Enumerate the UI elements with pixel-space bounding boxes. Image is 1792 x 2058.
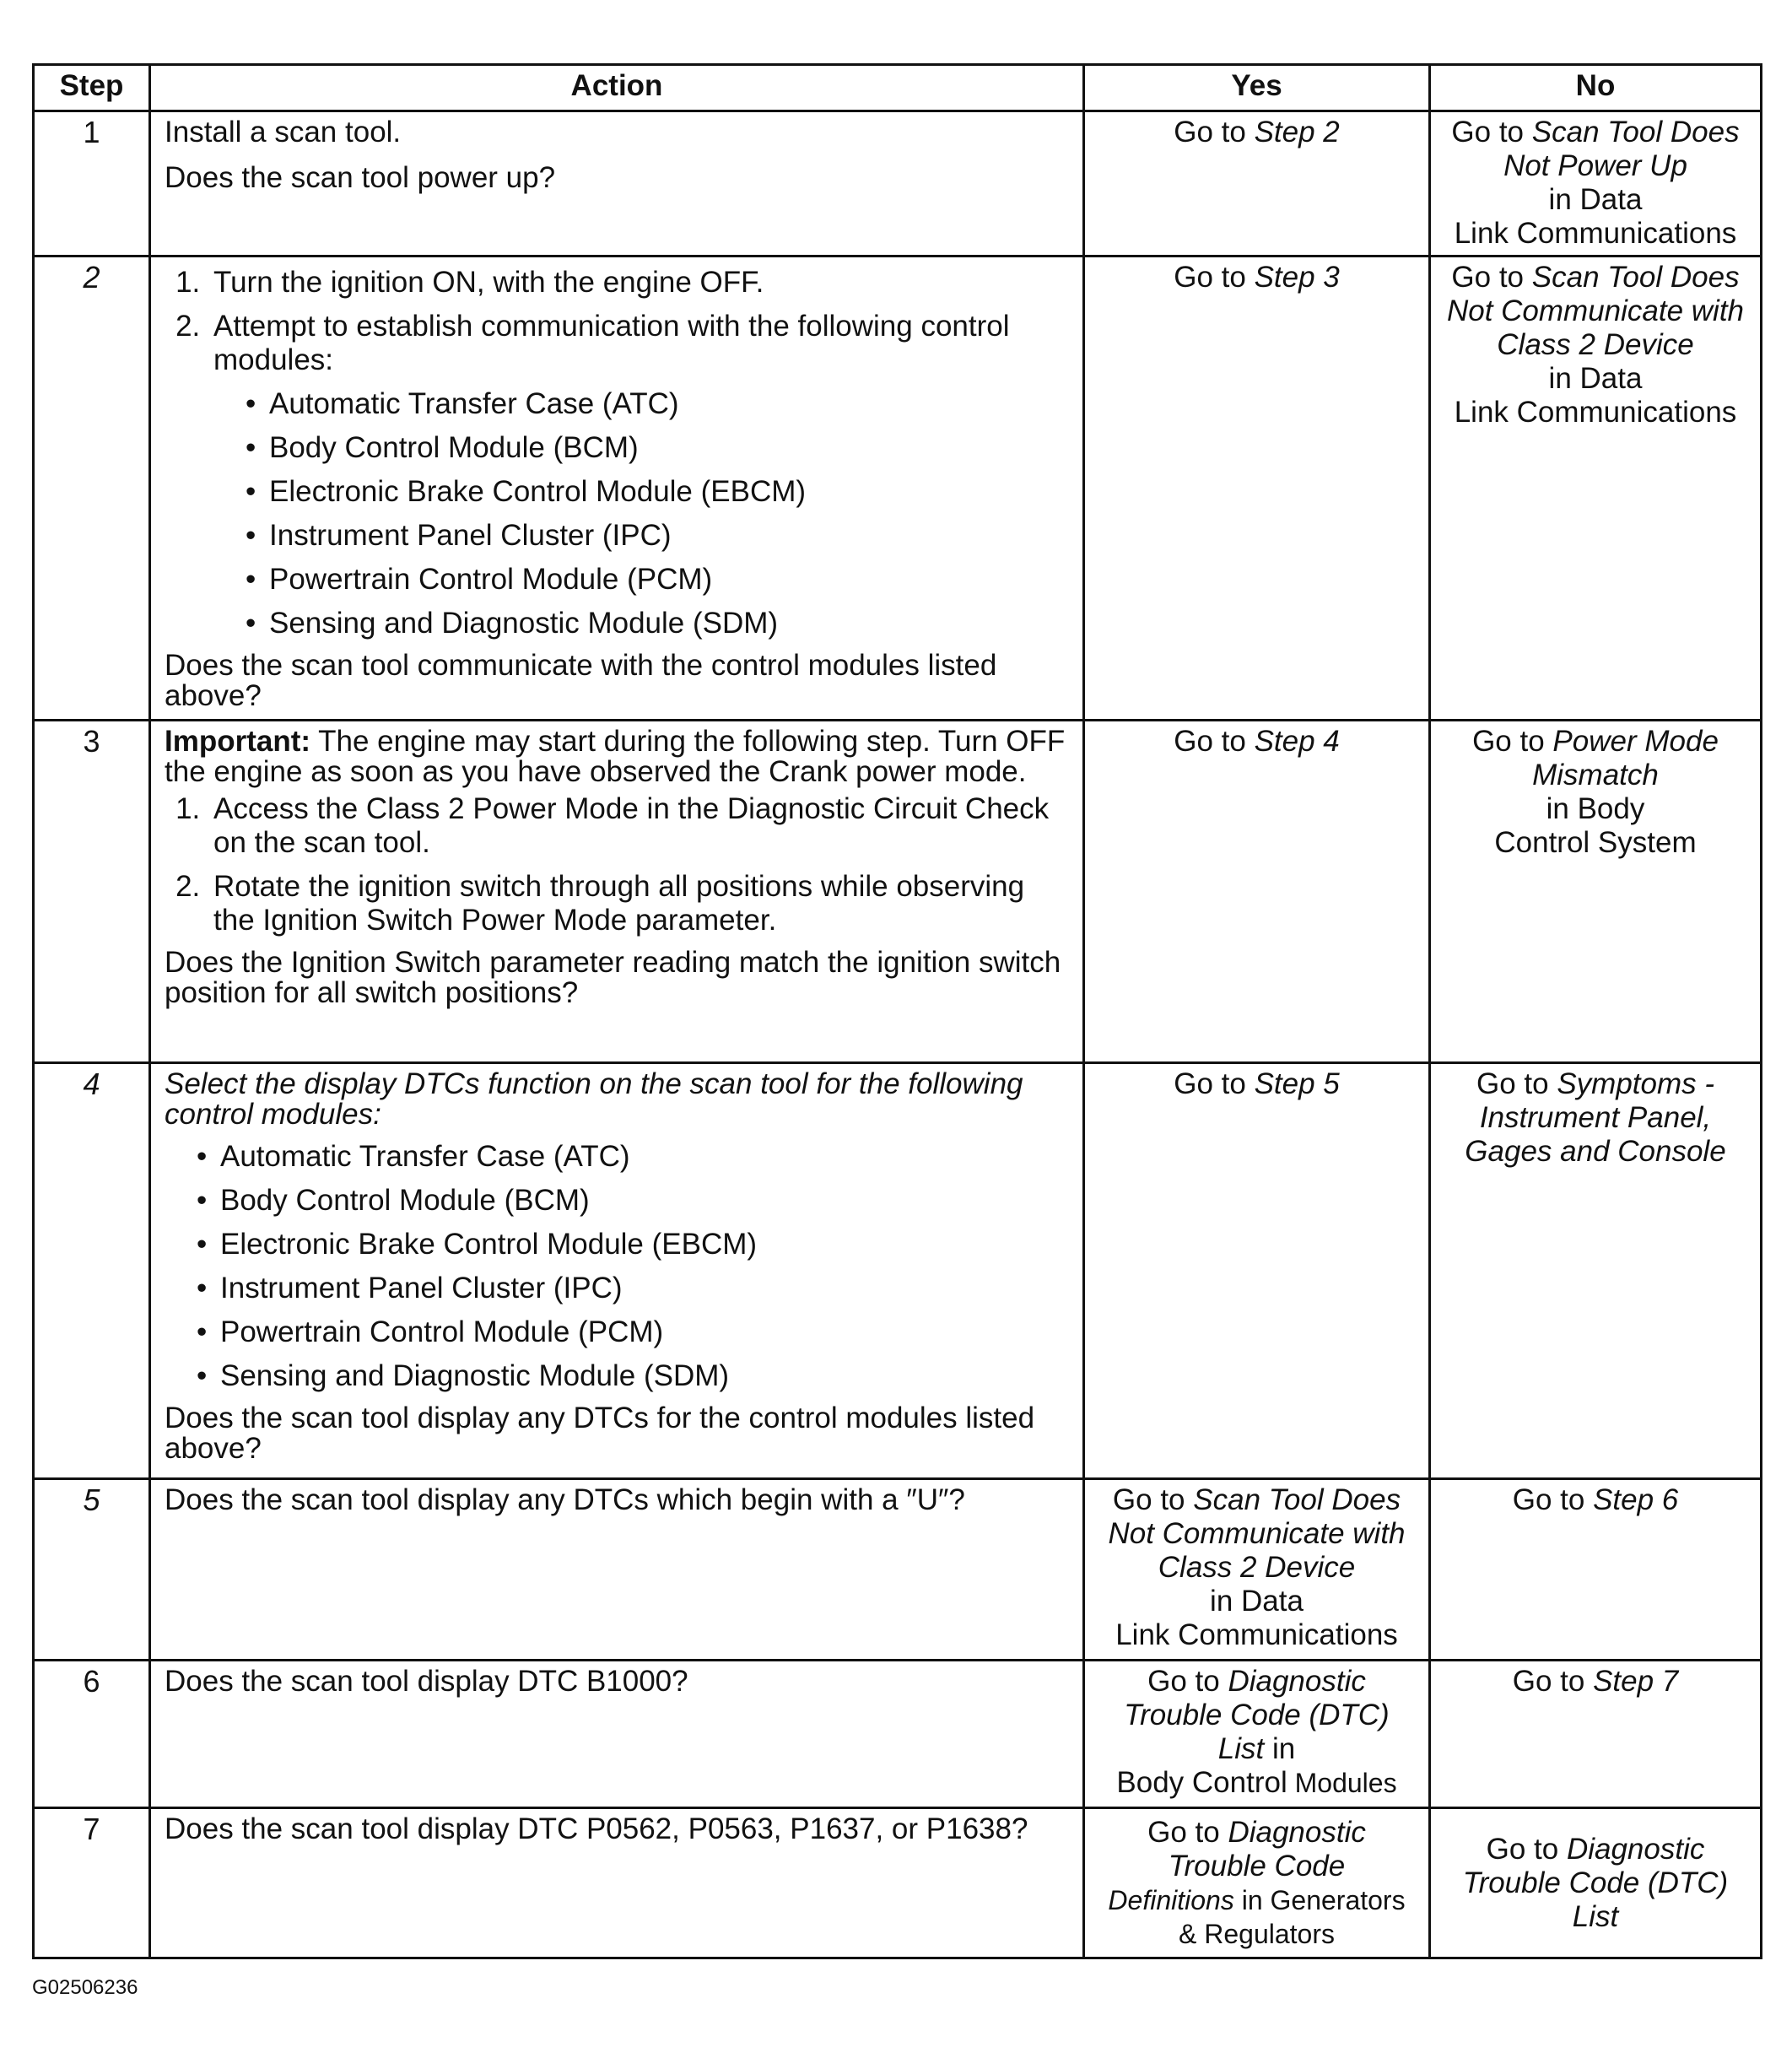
yes-text: Link Communications xyxy=(1115,1618,1398,1651)
yes-link[interactable]: Scan Tool Does xyxy=(1193,1483,1401,1516)
yes-link-cont[interactable]: List xyxy=(1217,1732,1265,1765)
yes-cell xyxy=(1084,1479,1430,1661)
action-cell xyxy=(150,721,1084,1063)
substep-item: 2. Rotate the ignition switch through all positions while observing the Ignition Switch Power Mode parameter. xyxy=(208,870,1069,937)
table-row xyxy=(34,1808,1762,1958)
no-cell xyxy=(1430,1063,1762,1479)
action-question: Does the scan tool display DTC B1000? xyxy=(165,1665,688,1698)
yes-cell xyxy=(1084,721,1430,1063)
module-item: • Automatic Transfer Case (ATC) xyxy=(246,387,1069,421)
no-link-cont[interactable]: Instrument Panel, xyxy=(1479,1101,1712,1134)
yes-text: in xyxy=(1264,1732,1296,1765)
no-text: in Body xyxy=(1546,792,1645,825)
step-number: 3 xyxy=(34,721,150,1063)
yes-link[interactable]: Step 5 xyxy=(1254,1067,1340,1100)
action-cell xyxy=(150,1661,1084,1808)
step-number: 4 xyxy=(34,1063,150,1479)
yes-text: in Generators xyxy=(1233,1884,1406,1915)
yes-text: & Regulators xyxy=(1179,1918,1335,1949)
yes-link[interactable]: Diagnostic xyxy=(1228,1665,1366,1698)
yes-link[interactable]: Step 3 xyxy=(1254,261,1340,294)
table-row xyxy=(34,1063,1762,1479)
module-list xyxy=(213,387,1069,640)
header-yes: Yes xyxy=(1084,65,1430,111)
module-item: • Powertrain Control Module (PCM) xyxy=(246,563,1069,597)
module-item: • Automatic Transfer Case (ATC) xyxy=(197,1140,1069,1174)
no-text: Control System xyxy=(1494,826,1697,859)
yes-prefix: Go to xyxy=(1112,1483,1185,1516)
no-link[interactable]: Step 7 xyxy=(1593,1665,1679,1698)
no-prefix: Go to xyxy=(1451,261,1525,294)
no-link-cont[interactable]: Trouble Code (DTC) xyxy=(1462,1866,1729,1899)
table-row xyxy=(34,1661,1762,1808)
action-intro: Select the display DTCs function on the scan tool for the following control modules: xyxy=(165,1067,1023,1131)
table-row xyxy=(34,111,1762,257)
no-prefix: Go to xyxy=(1451,116,1525,149)
action-question: Does the scan tool power up? xyxy=(165,161,556,194)
yes-link-cont[interactable]: Definitions xyxy=(1108,1884,1234,1915)
module-item: • Electronic Brake Control Module (EBCM) xyxy=(246,475,1069,509)
no-link-cont[interactable]: Not Communicate with xyxy=(1446,294,1745,327)
yes-link[interactable]: Step 2 xyxy=(1254,116,1340,149)
figure-id: G02506236 xyxy=(32,1976,138,1999)
table-row xyxy=(34,721,1762,1063)
module-item: • Sensing and Diagnostic Module (SDM) xyxy=(246,607,1069,640)
module-item: • Sensing and Diagnostic Module (SDM) xyxy=(197,1359,1069,1393)
table-row xyxy=(34,257,1762,721)
module-item: • Body Control Module (BCM) xyxy=(246,431,1069,465)
no-cell xyxy=(1430,111,1762,257)
action-question: Does the scan tool display any DTCs which begin with a ″U″? xyxy=(165,1483,965,1516)
module-item: • Powertrain Control Module (PCM) xyxy=(197,1315,1069,1349)
substep-list xyxy=(165,792,1069,937)
no-link[interactable]: Diagnostic xyxy=(1566,1832,1705,1866)
action-question: Does the Ignition Switch parameter reading match the ignition switch position for all switch positions? xyxy=(165,946,1061,1009)
module-list xyxy=(165,1140,1069,1393)
no-link-cont[interactable]: Class 2 Device xyxy=(1497,328,1694,361)
step-number: 6 xyxy=(34,1661,150,1808)
no-text: Link Communications xyxy=(1454,217,1737,250)
important-note xyxy=(165,727,1069,787)
important-label: Important: xyxy=(165,725,311,758)
step-number: 5 xyxy=(34,1479,150,1661)
action-cell xyxy=(150,257,1084,721)
header-no: No xyxy=(1430,65,1762,111)
yes-cell xyxy=(1084,111,1430,257)
yes-text: Modules xyxy=(1287,1768,1397,1798)
action-question: Does the scan tool display DTC P0562, P0563, P1637, or P1638? xyxy=(165,1812,1028,1845)
header-step: Step xyxy=(34,65,150,111)
substep-item xyxy=(208,310,1069,640)
yes-link-cont[interactable]: Class 2 Device xyxy=(1158,1551,1356,1584)
header-row xyxy=(34,65,1762,111)
step-number: 7 xyxy=(34,1808,150,1958)
yes-cell xyxy=(1084,1063,1430,1479)
no-text: Link Communications xyxy=(1454,396,1737,429)
header-action: Action xyxy=(150,65,1084,111)
substep-item: 1. Turn the ignition ON, with the engine OFF. xyxy=(208,266,1069,300)
no-prefix: Go to xyxy=(1472,725,1545,758)
module-item: • Instrument Panel Cluster (IPC) xyxy=(246,519,1069,553)
yes-prefix: Go to xyxy=(1147,1815,1220,1849)
action-cell xyxy=(150,111,1084,257)
module-item: • Electronic Brake Control Module (EBCM) xyxy=(197,1228,1069,1261)
action-cell xyxy=(150,1063,1084,1479)
table-row xyxy=(34,1479,1762,1661)
no-link[interactable]: Scan Tool Does xyxy=(1531,261,1740,294)
step-number: 1 xyxy=(34,111,150,257)
module-item: • Instrument Panel Cluster (IPC) xyxy=(197,1272,1069,1305)
diagnostic-table xyxy=(32,63,1762,1959)
yes-prefix: Go to xyxy=(1174,725,1246,758)
no-link-cont[interactable]: Not Power Up xyxy=(1503,149,1687,182)
no-link[interactable]: Symptoms - xyxy=(1557,1067,1715,1100)
action-question: Does the scan tool communicate with the control modules listed above? xyxy=(165,649,997,712)
yes-prefix: Go to xyxy=(1174,116,1246,149)
yes-link[interactable]: Diagnostic xyxy=(1228,1815,1366,1849)
action-cell xyxy=(150,1479,1084,1661)
no-prefix: Go to xyxy=(1486,1832,1559,1866)
no-prefix: Go to xyxy=(1512,1665,1585,1698)
no-link[interactable]: Scan Tool Does xyxy=(1531,116,1740,149)
yes-prefix: Go to xyxy=(1174,261,1246,294)
yes-link-cont[interactable]: Trouble Code xyxy=(1168,1849,1346,1882)
no-cell xyxy=(1430,1479,1762,1661)
substep-text: Attempt to establish communication with the following control modules: xyxy=(213,310,1010,376)
action-question: Does the scan tool display any DTCs for the control modules listed above? xyxy=(165,1402,1035,1465)
yes-text: Body Control xyxy=(1116,1766,1287,1799)
no-link[interactable]: Step 6 xyxy=(1593,1483,1679,1516)
action-cell xyxy=(150,1808,1084,1958)
yes-link-cont[interactable]: Not Communicate with xyxy=(1108,1517,1406,1550)
no-link-cont[interactable]: Mismatch xyxy=(1532,759,1659,791)
yes-link[interactable]: Step 4 xyxy=(1254,725,1340,758)
yes-text: in Data xyxy=(1210,1585,1304,1618)
no-prefix: Go to xyxy=(1476,1067,1549,1100)
yes-cell xyxy=(1084,1661,1430,1808)
no-link-cont[interactable]: List xyxy=(1572,1899,1619,1933)
no-link-cont[interactable]: Gages and Console xyxy=(1465,1135,1726,1168)
no-cell xyxy=(1430,721,1762,1063)
yes-cell xyxy=(1084,1808,1430,1958)
action-line: Install a scan tool. xyxy=(165,116,402,149)
no-text: in Data xyxy=(1548,362,1643,395)
no-prefix: Go to xyxy=(1512,1483,1585,1516)
step-number: 2 xyxy=(34,257,150,721)
yes-cell xyxy=(1084,257,1430,721)
substep-item: 1. Access the Class 2 Power Mode in the Diagnostic Circuit Check on the scan tool. xyxy=(208,792,1069,860)
no-cell xyxy=(1430,1808,1762,1958)
module-item: • Body Control Module (BCM) xyxy=(197,1184,1069,1218)
important-text: The engine may start during the following step. Turn OFF the engine as soon as you have observed the Crank power mode. xyxy=(165,725,1066,788)
no-text: in Data xyxy=(1548,183,1643,216)
no-link[interactable]: Power Mode xyxy=(1552,725,1719,758)
substep-list xyxy=(165,266,1069,640)
no-cell xyxy=(1430,1661,1762,1808)
yes-prefix: Go to xyxy=(1174,1067,1246,1100)
yes-link-cont[interactable]: Trouble Code (DTC) xyxy=(1124,1699,1390,1731)
yes-prefix: Go to xyxy=(1147,1665,1220,1698)
no-cell xyxy=(1430,257,1762,721)
